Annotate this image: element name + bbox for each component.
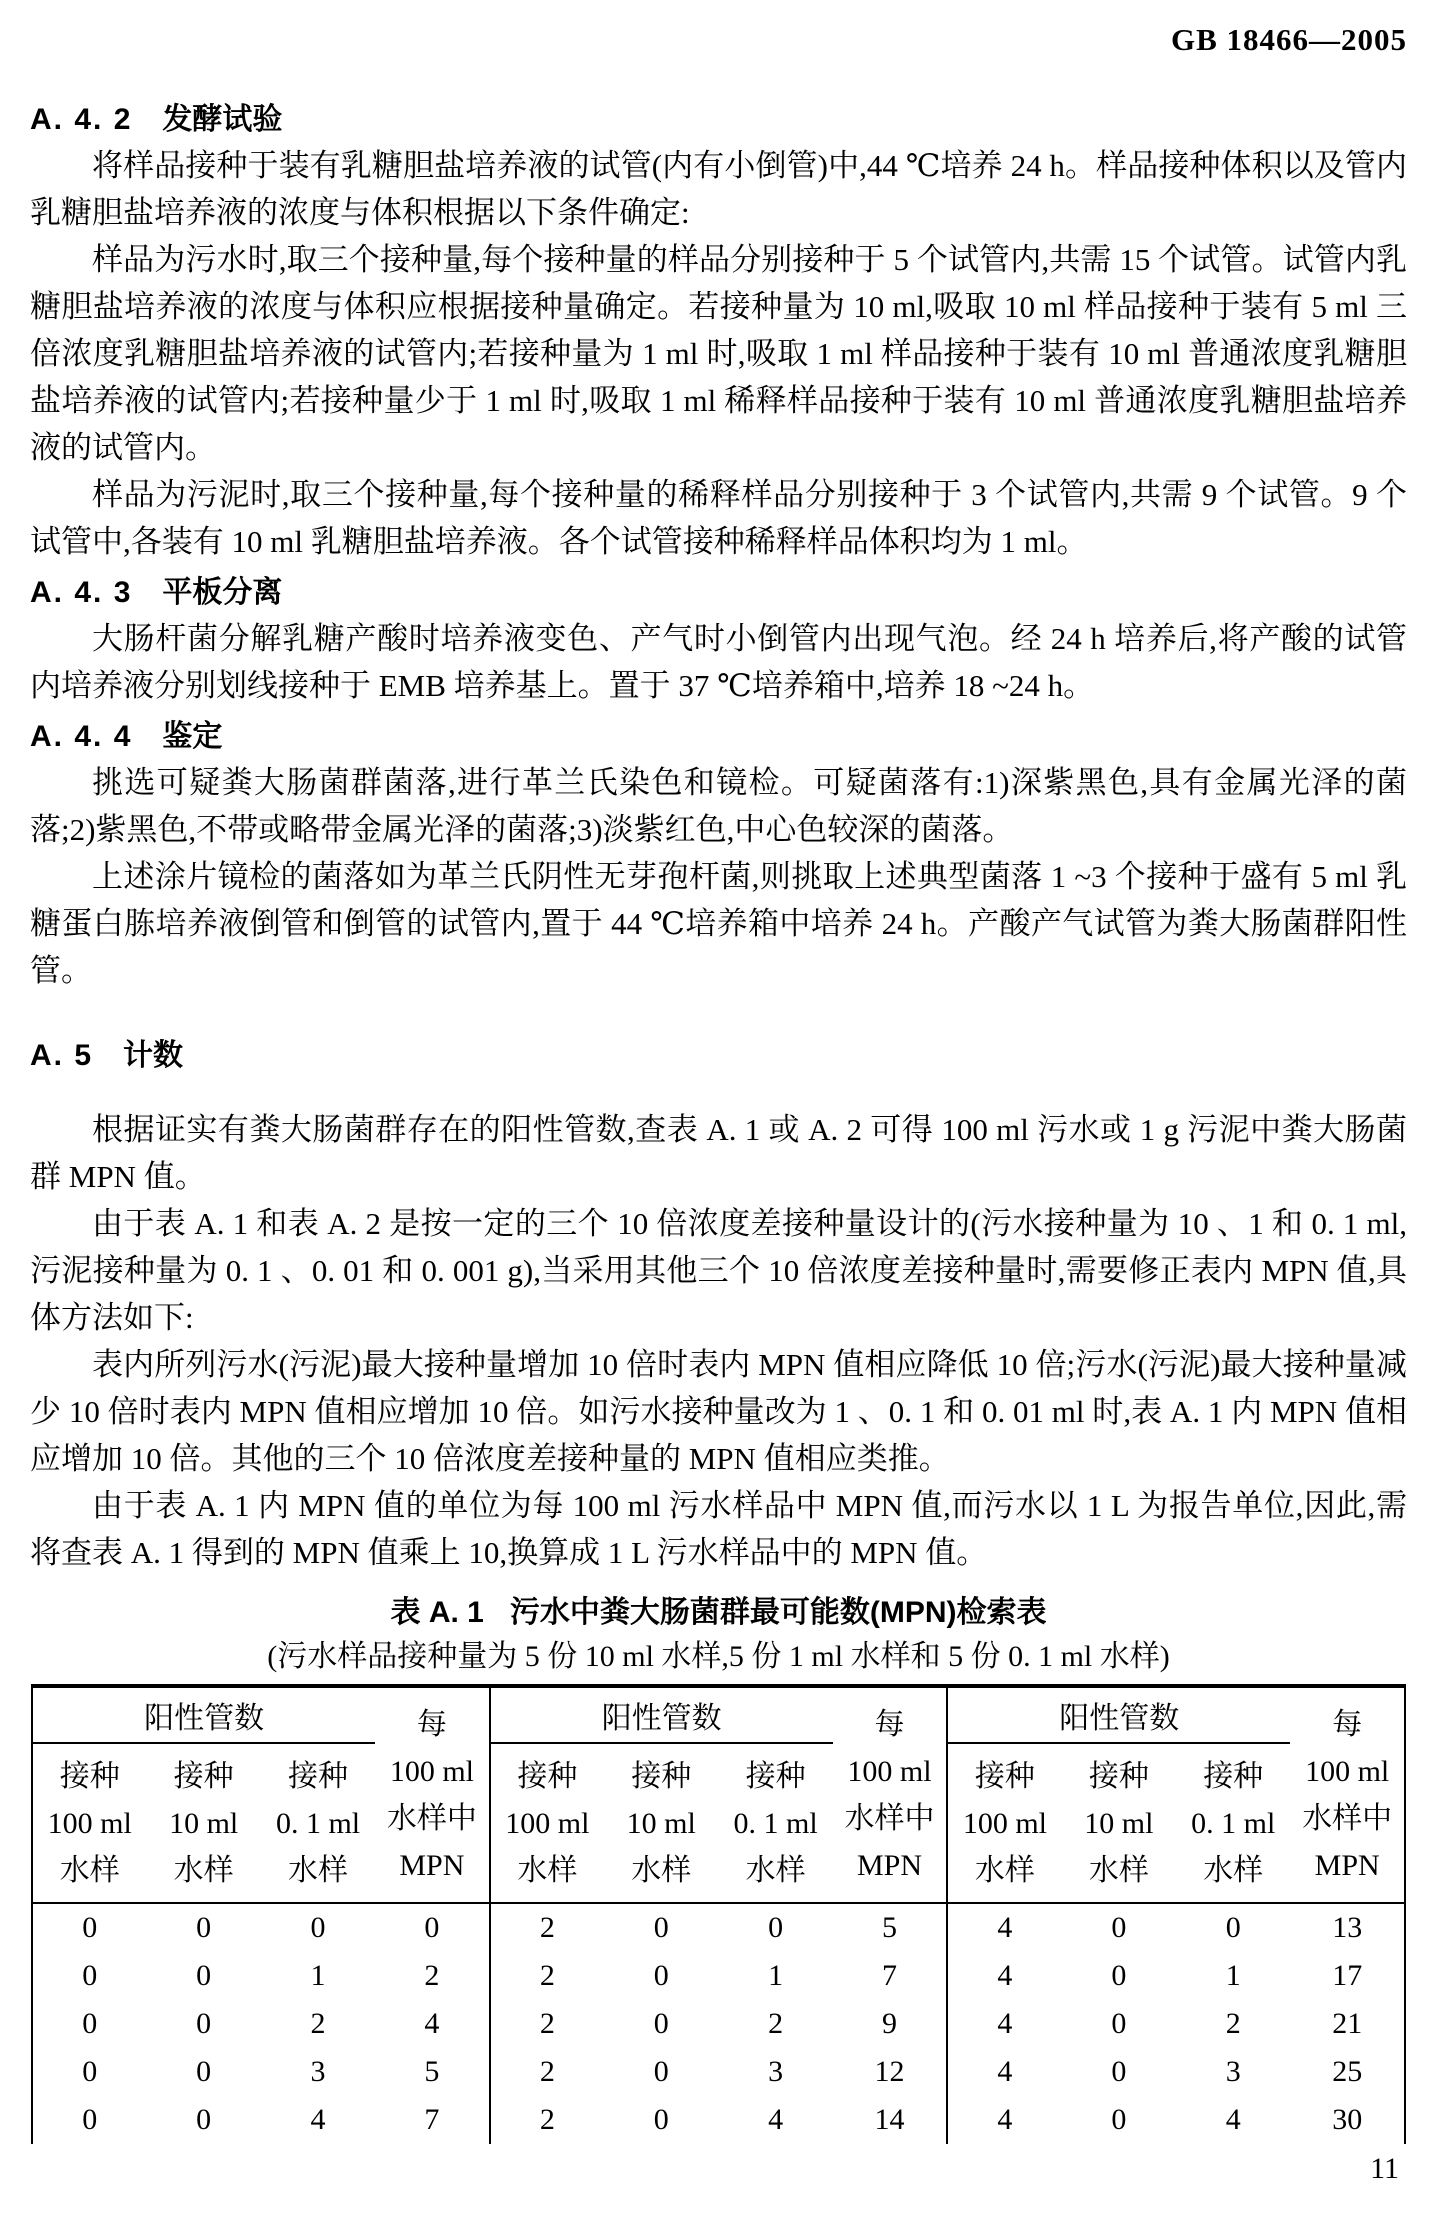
cell-mpn: 17: [1332, 1959, 1363, 1992]
header-line: 水样: [974, 1853, 1035, 1887]
cell-mpn: 12: [833, 2048, 947, 2096]
cell: 0: [196, 1959, 212, 1992]
header-line: 100 ml: [47, 1806, 132, 1840]
cell: 0: [82, 2055, 98, 2088]
cell: 0: [82, 2007, 98, 2040]
table-row: [32, 2096, 1405, 2144]
header-line: 水样: [1088, 1853, 1149, 1887]
header-line: 10 ml: [1084, 1806, 1154, 1840]
cell: 2: [539, 2007, 555, 2040]
section-heading-a5: [30, 1034, 1407, 1078]
cell: 1: [310, 1959, 326, 1992]
mpn-header-line: 水样中: [386, 1802, 477, 1835]
header-line: 0. 1 ml: [275, 1806, 361, 1840]
cell: 0: [196, 1911, 212, 1944]
paragraph: 根据证实有粪大肠菌群存在的阳性管数,查表 A. 1 或 A. 2 可得 100 ml 污水或 1 g 污泥中粪大肠菌群 MPN 值。: [30, 1112, 1407, 1194]
header-line: 水样: [631, 1853, 692, 1887]
cell-mpn: 5: [375, 2048, 489, 2096]
column-header-inoc-10ml: [147, 1743, 261, 1903]
section-id: A. 5: [30, 1039, 94, 1072]
mpn-header-line: 水样中: [844, 1802, 935, 1835]
cell-mpn: 13: [1332, 1911, 1363, 1944]
cell: 0: [196, 2055, 212, 2088]
cell-mpn: 14: [833, 2096, 947, 2144]
paragraph: 挑选可疑粪大肠菌群菌落,进行革兰氏染色和镜检。可疑菌落有:1)深紫黑色,具有金属光泽的菌落;2)紫黑色,不带或略带金属光泽的菌落;3)淡紫红色,中心色较深的菌落。: [30, 765, 1407, 847]
cell-mpn: 5: [833, 1903, 947, 1952]
mpn-header-line: 100 ml: [847, 1755, 932, 1788]
table-row: [32, 1903, 1405, 1952]
section-id: A. 4. 2: [30, 103, 133, 136]
paragraph: 将样品接种于装有乳糖胆盐培养液的试管(内有小倒管)中,44 ℃培养 24 h。样品接种体积以及管内乳糖胆盐培养液的浓度与体积根据以下条件确定:: [30, 148, 1407, 230]
cell: 4: [768, 2103, 784, 2136]
column-header-mpn: [375, 1686, 489, 1903]
cell-mpn: 2: [375, 1952, 489, 2000]
column-header-inoc-100ml: [32, 1743, 147, 1903]
cell: 3: [310, 2055, 326, 2088]
table-row: [32, 2000, 1405, 2048]
cell: 2: [768, 2007, 784, 2040]
cell-mpn: 25: [1332, 2055, 1363, 2088]
cell: 1: [1225, 1959, 1241, 1992]
cell: 4: [997, 2103, 1013, 2136]
table-caption-label: 表 A. 1: [390, 1596, 484, 1629]
cell: 0: [1111, 1959, 1127, 1992]
header-line: 水样: [745, 1853, 806, 1887]
cell: 2: [539, 1959, 555, 1992]
section-title: 发酵试验: [162, 103, 283, 136]
cell-mpn: 21: [1332, 2007, 1363, 2040]
cell: 2: [539, 2055, 555, 2088]
paragraph: 由于表 A. 1 内 MPN 值的单位为每 100 ml 污水样品中 MPN 值,而污水以 1 L 为报告单位,因此,需将查表 A. 1 得到的 MPN 值乘上 10,换算成 1 L 污水样品中的 MPN 值。: [30, 1488, 1407, 1570]
column-header-positive-tubes: 阳性管数: [490, 1686, 833, 1743]
column-header-inoc-01ml: [261, 1743, 375, 1903]
cell: 0: [1111, 2103, 1127, 2136]
cell: 4: [997, 1911, 1013, 1944]
section-heading-a43: [30, 571, 1407, 615]
table-caption: [30, 1592, 1407, 1634]
paragraph: 由于表 A. 1 和表 A. 2 是按一定的三个 10 倍浓度差接种量设计的(污水接种量为 10 、1 和 0. 1 ml,污泥接种量为 0. 1 、0. 01 和 0. 001 g),当采用其他三个 10 倍浓度差接种量时,需要修正表内 MPN 值,具体方法如下:: [30, 1206, 1407, 1335]
cell-mpn: 7: [833, 1952, 947, 2000]
header-line: 接种: [288, 1759, 349, 1793]
cell: 0: [82, 1959, 98, 1992]
section-id: A. 4. 3: [30, 576, 133, 609]
section-title: 计数: [123, 1039, 184, 1072]
cell: 0: [82, 2103, 98, 2136]
header-line: 接种: [59, 1759, 120, 1793]
paragraph: 样品为污泥时,取三个接种量,每个接种量的稀释样品分别接种于 3 个试管内,共需 9 个试管。9 个试管中,各装有 10 ml 乳糖胆盐培养液。各个试管接种稀释样品体积均为 1 ml。: [30, 477, 1407, 559]
section-title: 鉴定: [162, 720, 223, 753]
header-line: 接种: [631, 1759, 692, 1793]
column-header-inoc-01ml: [718, 1743, 832, 1903]
cell: 0: [653, 1959, 669, 1992]
cell: 2: [539, 1911, 555, 1944]
table-row: [32, 2048, 1405, 2096]
column-header-inoc-10ml: [604, 1743, 718, 1903]
cell: 0: [653, 2007, 669, 2040]
cell: 4: [1225, 2103, 1241, 2136]
column-header-positive-tubes: 阳性管数: [947, 1686, 1290, 1743]
header-line: 水样: [288, 1853, 349, 1887]
cell: 2: [310, 2007, 326, 2040]
header-line: 10 ml: [626, 1806, 696, 1840]
header-line: 水样: [517, 1853, 578, 1887]
mpn-header-line: 每: [1332, 1708, 1363, 1741]
cell: 0: [196, 2103, 212, 2136]
table-caption-text: 污水中粪大肠菌群最可能数(MPN)检索表: [509, 1596, 1047, 1629]
cell: 0: [1111, 2007, 1127, 2040]
cell: 0: [653, 2103, 669, 2136]
paragraph: 样品为污水时,取三个接种量,每个接种量的样品分别接种于 5 个试管内,共需 15 个试管。试管内乳糖胆盐培养液的浓度与体积应根据接种量确定。若接种量为 10 ml,吸取 10 ml 样品接种于装有 5 ml 三倍浓度乳糖胆盐培养液的试管内;若接种量为 1 ml 时,吸取 1 ml 样品接种于装有 10 ml 普通浓度乳糖胆盐培养液的试管内;若接种量少于 1 ml 时,吸取 1 ml 稀释样品接种于装有 10 ml 普通浓度乳糖胆盐培养液的试管内。: [30, 242, 1407, 465]
section-heading-a44: [30, 715, 1407, 759]
cell: 0: [1111, 2055, 1127, 2088]
cell-mpn: 30: [1332, 2103, 1363, 2136]
mpn-header-line: 每: [416, 1708, 447, 1741]
cell: 0: [310, 1911, 326, 1944]
cell: 4: [997, 2055, 1013, 2088]
header-line: 接种: [1088, 1759, 1149, 1793]
header-line: 0. 1 ml: [733, 1806, 818, 1840]
column-header-mpn: [833, 1686, 947, 1903]
section-id: A. 4. 4: [30, 720, 133, 753]
cell: 1: [768, 1959, 784, 1992]
table-row: [32, 1952, 1405, 2000]
mpn-header-line: 水样中: [1302, 1802, 1393, 1835]
header-line: 接种: [517, 1759, 578, 1793]
mpn-header-line: MPN: [856, 1849, 922, 1882]
header-line: 接种: [1203, 1759, 1264, 1793]
standard-number: GB 18466—2005: [1170, 22, 1407, 57]
page-number: 11: [1370, 2152, 1399, 2185]
cell-mpn: 4: [375, 2000, 489, 2048]
header-line: 水样: [1203, 1853, 1264, 1887]
header-line: 100 ml: [505, 1806, 590, 1840]
cell: 3: [1225, 2055, 1241, 2088]
column-header-mpn: [1290, 1686, 1405, 1903]
cell: 4: [997, 1959, 1013, 1992]
column-header-inoc-01ml: [1176, 1743, 1290, 1903]
column-header-inoc-100ml: [947, 1743, 1062, 1903]
column-header-positive-tubes: 阳性管数: [32, 1686, 375, 1743]
column-header-inoc-100ml: [490, 1743, 605, 1903]
header-line: 10 ml: [169, 1806, 239, 1840]
header-line: 100 ml: [962, 1806, 1047, 1840]
header-line: 接种: [974, 1759, 1035, 1793]
header-line: 接种: [745, 1759, 806, 1793]
cell: 0: [653, 1911, 669, 1944]
section-heading-a42: [30, 98, 1407, 142]
cell: 2: [539, 2103, 555, 2136]
paragraph: 表内所列污水(污泥)最大接种量增加 10 倍时表内 MPN 值相应降低 10 倍;污水(污泥)最大接种量减少 10 倍时表内 MPN 值相应增加 10 倍。如污水接种量改为 1 、0. 1 和 0. 01 ml 时,表 A. 1 内 MPN 值相应增加 10 倍。其他的三个 10 倍浓度差接种量的 MPN 值相应类推。: [30, 1347, 1407, 1476]
mpn-header-line: 100 ml: [389, 1755, 474, 1788]
table-header-row-1: [32, 1686, 1405, 1743]
header-line: 接种: [173, 1759, 234, 1793]
mpn-header-line: MPN: [1314, 1849, 1380, 1882]
cell-mpn: 7: [375, 2096, 489, 2144]
mpn-header-line: 每: [874, 1708, 905, 1741]
section-title: 平板分离: [162, 576, 283, 609]
cell: 4: [997, 2007, 1013, 2040]
header-line: 0. 1 ml: [1191, 1806, 1276, 1840]
cell: 0: [768, 1911, 784, 1944]
table-header-row-2: [32, 1743, 1405, 1903]
cell: 3: [768, 2055, 784, 2088]
header-line: 水样: [173, 1853, 234, 1887]
paragraph: 大肠杆菌分解乳糖产酸时培养液变色、产气时小倒管内出现气泡。经 24 h 培养后,将产酸的试管内培养液分别划线接种于 EMB 培养基上。置于 37 ℃培养箱中,培养 18 ~24 h。: [30, 621, 1407, 703]
cell: 0: [1225, 1911, 1241, 1944]
cell-mpn: 9: [833, 2000, 947, 2048]
mpn-header-line: 100 ml: [1305, 1755, 1390, 1788]
mpn-lookup-table: [31, 1684, 1406, 2144]
paragraph: 上述涂片镜检的菌落如为革兰氏阴性无芽孢杆菌,则挑取上述典型菌落 1 ~3 个接种于盛有 5 ml 乳糖蛋白胨培养液倒管和倒管的试管内,置于 44 ℃培养箱中培养 24 h。产酸产气试管为粪大肠菌群阳性管。: [30, 859, 1407, 988]
cell-mpn: 0: [375, 1903, 489, 1952]
cell: 0: [653, 2055, 669, 2088]
cell: 2: [1225, 2007, 1241, 2040]
table-subtitle: (污水样品接种量为 5 份 10 ml 水样,5 份 1 ml 水样和 5 份 0. 1 ml 水样): [267, 1640, 1170, 1673]
cell: 0: [82, 1911, 98, 1944]
header-line: 水样: [59, 1853, 120, 1887]
column-header-inoc-10ml: [1062, 1743, 1176, 1903]
cell: 4: [310, 2103, 326, 2136]
cell: 0: [196, 2007, 212, 2040]
cell: 0: [1111, 1911, 1127, 1944]
mpn-header-line: MPN: [399, 1849, 465, 1882]
